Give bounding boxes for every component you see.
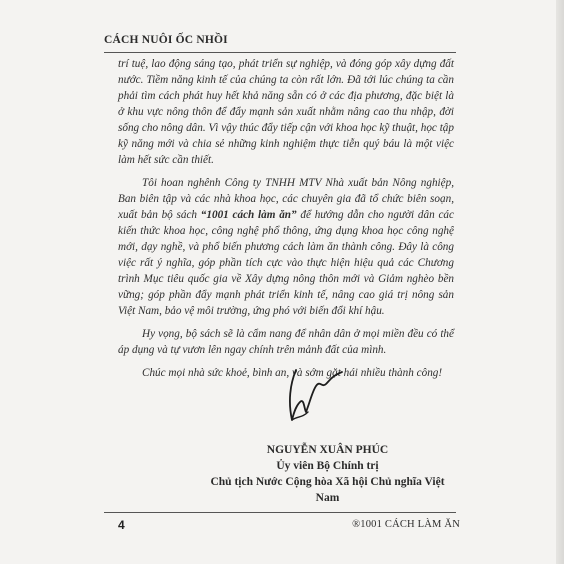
- signature-block: [200, 442, 455, 506]
- handwritten-signature: [282, 362, 354, 432]
- paragraph-2: [118, 175, 454, 319]
- footer-divider: [104, 512, 456, 513]
- paragraph-1: trí tuệ, lao động sáng tạo, phát triển sự nghiệp, và đóng góp xây dựng đất nước. Tiềm năng kinh tế của chúng ta còn rất lớn. Đã tới lúc chúng ta cần phải tìm cách phát huy hết khả năng sẵn có ở các địa phương, đặc biệt là ở khu vực nông thôn để đẩy mạnh sản xuất nhằm nâng cao thu nhập, đời sống cho nông dân. Vì vậy thúc đẩy tiếp cận với khoa học kỹ thuật, học tập kỹ năng mới và chia sẻ những kinh nghiệm thực tiễn quý báu là một việc làm hết sức cần thiết.: [118, 58, 454, 166]
- paragraph-3: Hy vọng, bộ sách sẽ là cẩm nang để nhân dân ở mọi miền đều có thể áp dụng và tự vươn lên ngay chính trên mảnh đất của mình.: [118, 328, 454, 356]
- paragraph-2-start: Tôi hoan nghênh Công ty TNHH MTV Nhà xuất bản Nông nghiệp, Ban biên tập và các nhà khoa học, các chuyên gia đã tổ chức biên soạn, xuất bản bộ sách: [118, 177, 454, 221]
- body-text: [118, 56, 454, 388]
- signer-title-2: Chủ tịch Nước Cộng hòa Xã hội Chủ nghĩa Việt Nam: [210, 476, 445, 504]
- book-series-title: “1001 cách làm ăn”: [200, 209, 297, 221]
- page-number: 4: [118, 518, 125, 532]
- signer-name: NGUYỄN XUÂN PHÚC: [266, 444, 389, 456]
- signer-title-1: Ủy viên Bộ Chính trị: [276, 460, 379, 472]
- footer-book-title: ®1001 CÁCH LÀM ĂN: [352, 519, 460, 530]
- running-header: CÁCH NUÔI ỐC NHỒI: [104, 34, 228, 46]
- paragraph-4: Chúc mọi nhà sức khoẻ, bình an, và sớm gặt hái nhiều thành công!: [142, 367, 443, 379]
- header-divider: [104, 52, 456, 53]
- paragraph-2-end: để hướng dẫn cho người dân các kiến thức khoa học, công nghệ phổ thông, ứng dụng khoa học công nghệ mới, dạy nghề, và phổ biến phương cách làm ăn thành công. Đây là công việc rất ý nghĩa, góp phần tích cực vào thực hiện hiệu quả các Chương trình Mục tiêu quốc gia về Xây dựng nông thôn mới và Giảm nghèo bền vững; góp phần đẩy mạnh phát triển kinh tế, nâng cao giá trị nông sản Việt Nam, bảo vệ môi trường, ứng phó với biến đổi khí hậu.: [118, 209, 454, 317]
- page-edge: [556, 0, 564, 564]
